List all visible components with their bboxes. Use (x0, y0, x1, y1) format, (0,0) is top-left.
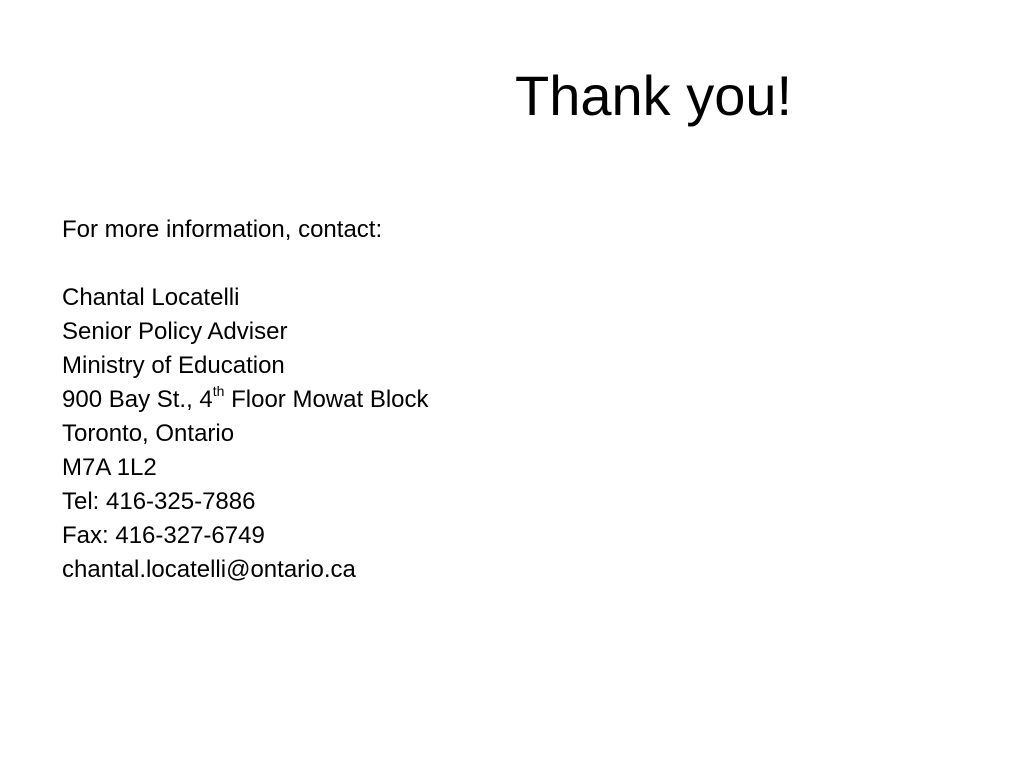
slide-title: Thank you! (515, 64, 793, 127)
contact-block (62, 213, 429, 587)
contact-address (62, 383, 429, 417)
contact-city: Toronto, Ontario (62, 420, 235, 447)
address-suffix: Floor Mowat Block (224, 386, 429, 413)
blank-line (62, 247, 429, 281)
address-prefix: 900 Bay St., 4 (62, 386, 213, 413)
contact-name: Chantal Locatelli (62, 284, 240, 311)
contact-postal-code: M7A 1L2 (62, 454, 157, 481)
contact-fax: Fax: 416-327-6749 (62, 522, 265, 549)
contact-email[interactable]: chantal.locatelli@ontario.ca (62, 556, 356, 583)
contact-organization: Ministry of Education (62, 352, 285, 379)
intro-text: For more information, contact: (62, 216, 383, 243)
contact-tel: Tel: 416-325-7886 (62, 488, 256, 515)
contact-role: Senior Policy Adviser (62, 318, 288, 345)
address-ordinal-suffix: th (212, 383, 225, 399)
